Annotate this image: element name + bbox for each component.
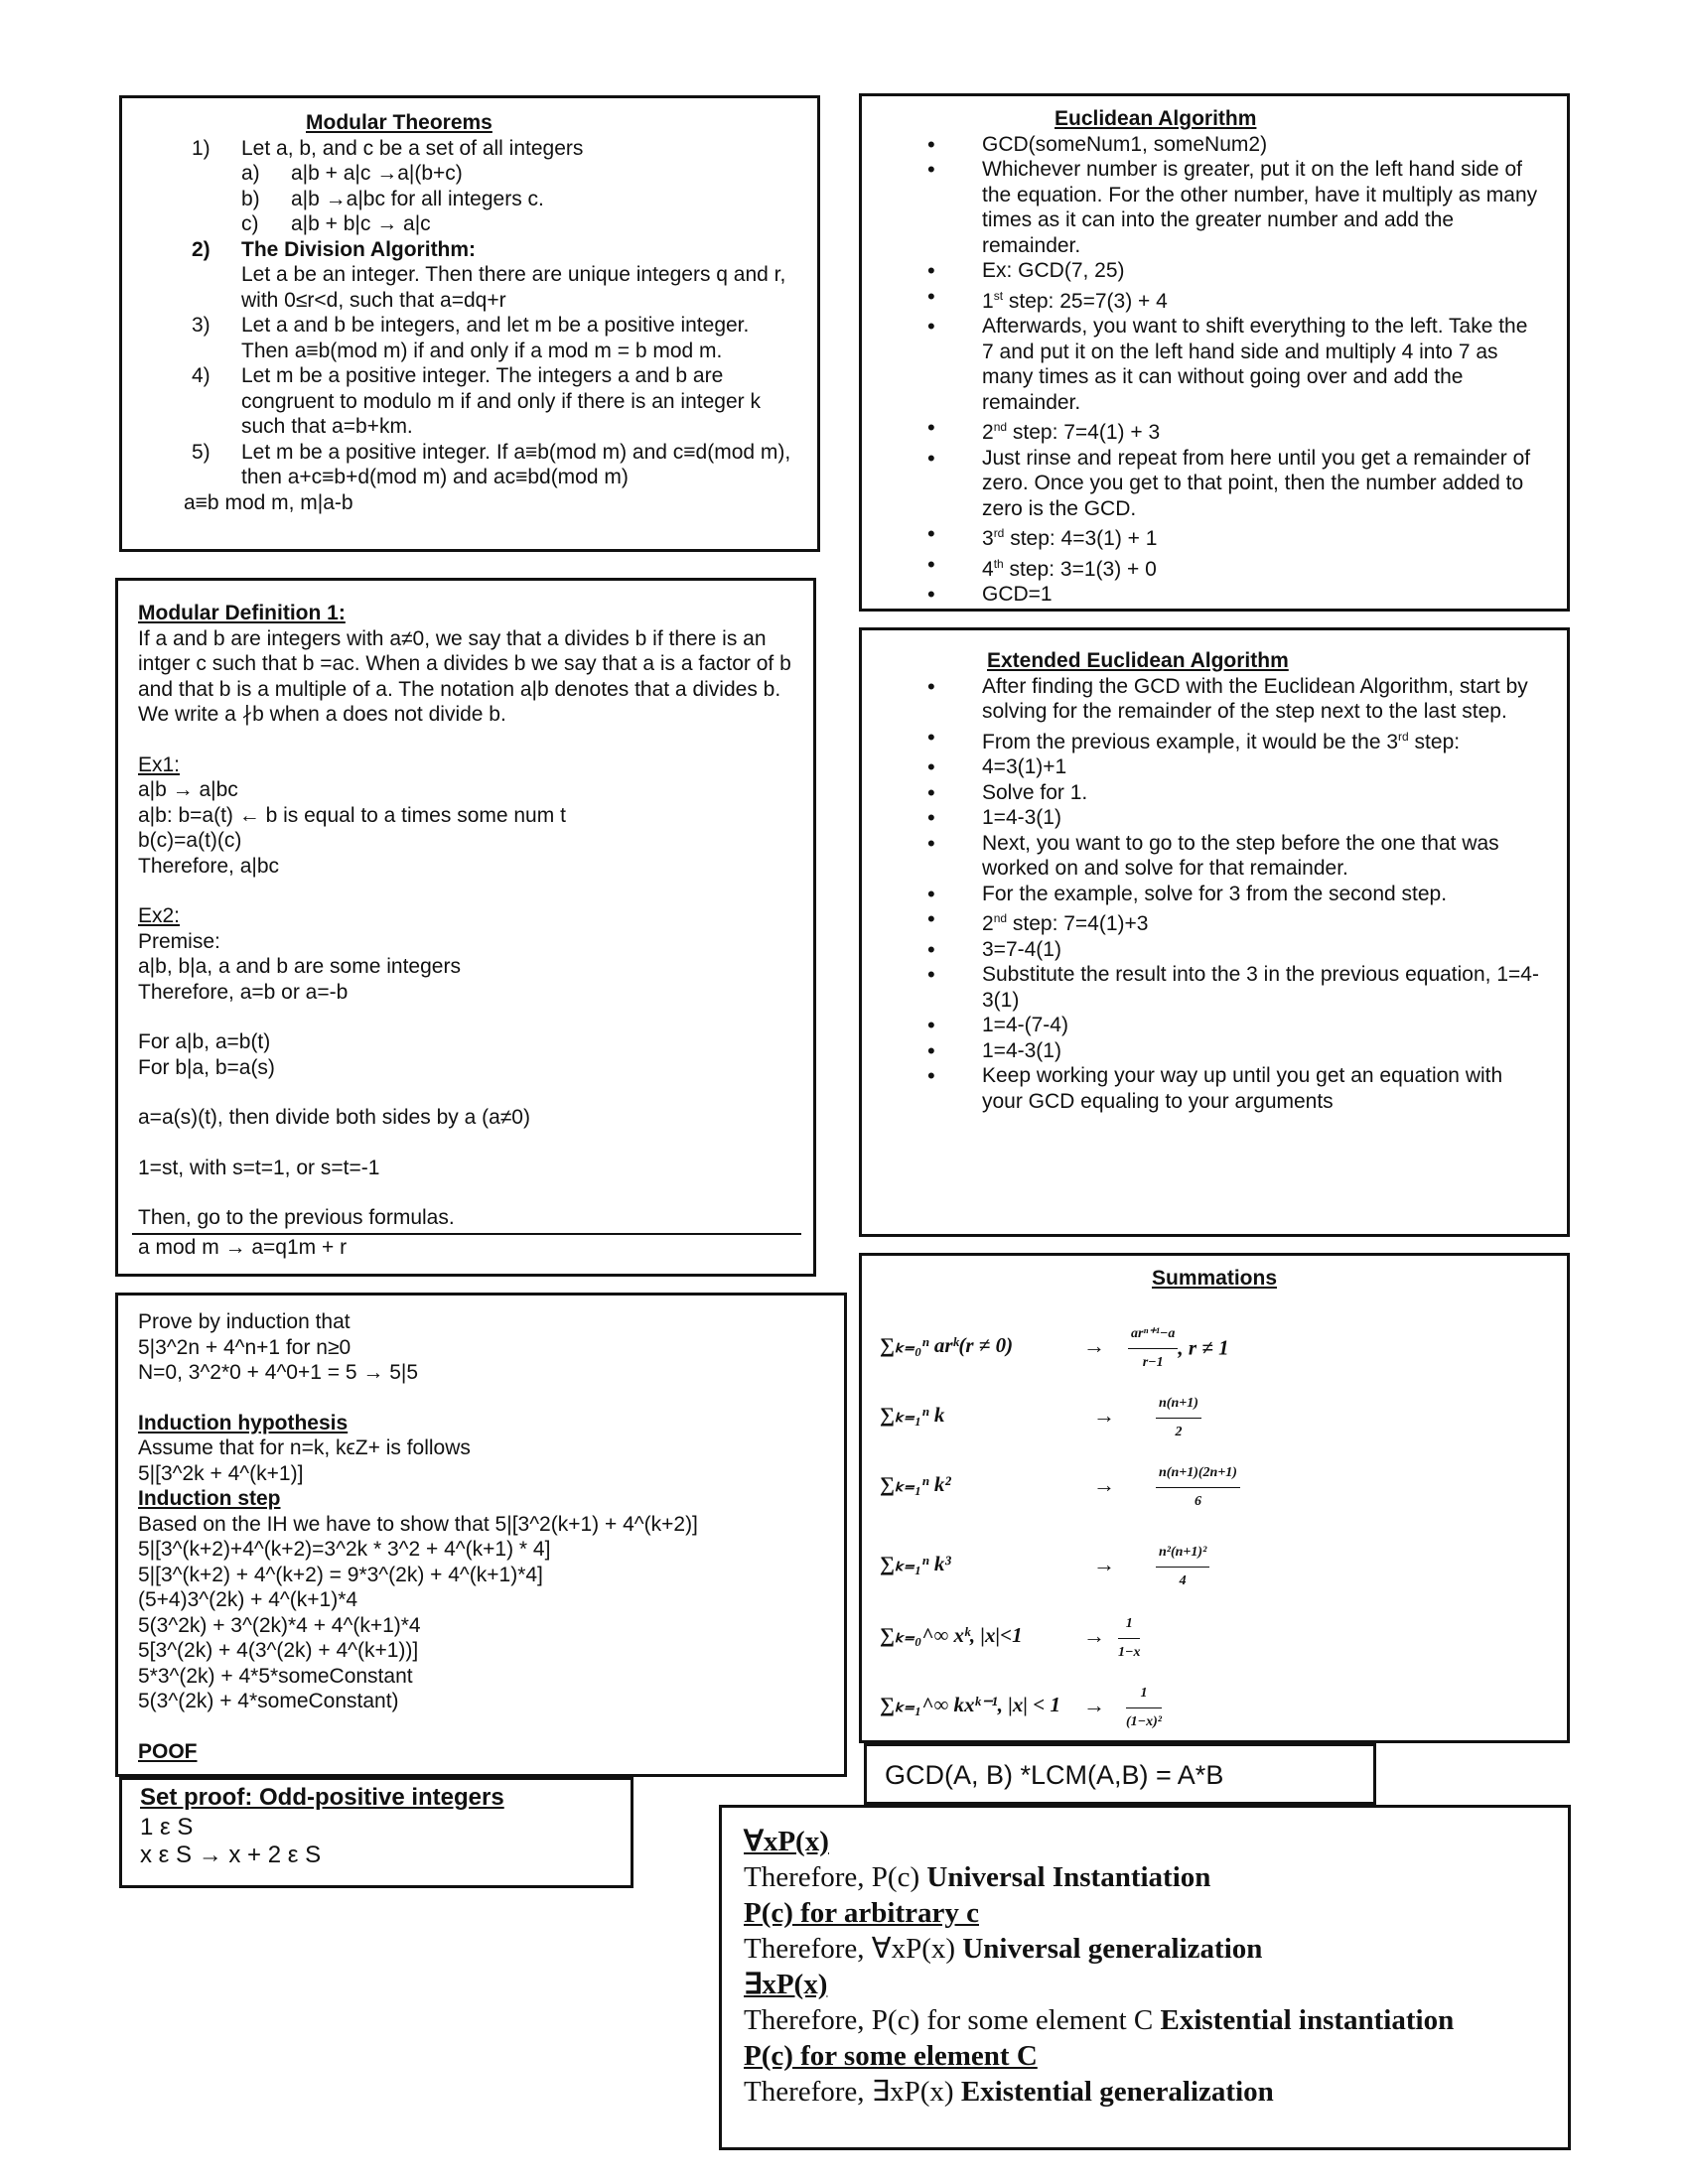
modular-theorems-box [119,95,820,552]
extended-euclidean-box [859,627,1570,1237]
extended-step: • 3=7-4(1) [862,937,1543,963]
conclusion: Therefore, ∃xP(x) Existential generalization [744,2076,1274,2108]
euclidean-algorithm-box [859,93,1570,612]
summation-row [880,1609,1535,1669]
division-algorithm-heading: The Division Algorithm: [241,237,477,261]
rule-name: Existential generalization [960,2076,1274,2108]
premise: ∃xP(x) [744,1969,828,2000]
conclusion: Therefore, ∀xP(x) Universal generalization [744,1933,1263,1965]
rule-name: Universal Instantiation [926,1861,1211,1893]
ex1-line: b(c)=a(t)(c) [138,829,242,852]
summation-expression: ∑ₖ₌₁ⁿ k³ [880,1552,951,1575]
euclidean-step: • Just rinse and repeat from here until you get a remainder of zero. Once you get to that point, then the number added to zero is the GCD. [862,446,1543,522]
theorem-3: 3) Let a and b be integers, and let m be a positive integer. Then a≡b(mod m) if and only if a mod m = b mod m. [192,314,750,362]
theorem-1-subitems [241,161,797,237]
mod-formula: a mod m → a=q1m + r [138,1235,348,1259]
arrow-icon: → [1093,1403,1115,1428]
theorem-5: 5) Let m be a positive integer. If a≡b(mod m) and c≡d(mod m), then a+c≡b+d(mod m) and ac≡bd(mod m) [192,440,791,488]
summations-title: Summations [1151,1267,1278,1290]
premise: P(c) for some element C [744,2040,1038,2072]
summation-row [880,1389,1535,1448]
ex2-line: Therefore, a=b or a=-b [138,980,349,1004]
fraction [1126,1681,1162,1734]
set-proof-title: Set proof: Odd-positive integers [140,1784,504,1811]
extended-step: • Substitute the result into the 3 in the previous equation, 1=4-3(1) [862,962,1543,1013]
extended-step: • For the example, solve for 3 from the second step. [862,882,1543,907]
fraction-denominator: 6 [1194,1493,1201,1509]
theorem-1a: a) a|b + a|c →a|(b+c) [241,162,463,185]
extended-step: • 2nd step: 7=4(1)+3 [862,906,1543,937]
set-proof-line: 1 ε S [140,1814,194,1841]
inference-rules-list [744,1824,1568,2110]
extended-step: • 1=4-(7-4) [862,1013,1543,1038]
induction-hyp-line: 5|[3^2k + 4^(k+1)] [138,1461,304,1485]
summation-expression: ∑ₖ₌₁ⁿ k² [880,1472,951,1496]
euclidean-step: • GCD=1 [862,582,1543,608]
summation-row [880,1458,1535,1518]
fraction-denominator: 2 [1175,1424,1183,1439]
summation-expression: ∑ₖ₌₁^∞ kxᵏ⁻¹, |x| < 1 [880,1693,1060,1716]
arrow-icon: → [1083,1333,1105,1358]
fraction [1156,1540,1209,1593]
summation-result [1118,1611,1140,1665]
induction-step-line: 5|[3^(k+2) + 4^(k+2) = 9*3^(2k) + 4^(k+1)*4] [138,1563,543,1586]
induction-step-line: 5(3^(2k) + 4*someConstant) [138,1690,399,1712]
set-proof-line: x ε S → x + 2 ε S [140,1842,322,1868]
modular-definition-box [115,578,816,1277]
fraction-denominator: 4 [1179,1572,1187,1588]
rule-name: Universal generalization [962,1933,1263,1965]
extended-step: • From the previous example, it would be the 3rd step: [862,725,1543,755]
induction-hyp-line: Assume that for n=k, kϵZ+ is follows [138,1436,471,1459]
induction-intro-line: N=0, 3^2*0 + 4^0+1 = 5 → 5|5 [138,1361,419,1384]
euclidean-step: • Afterwards, you want to shift everything to the left. Take the 7 and put it on the left hand side and multiply 4 into 7 as many times as it can without going over and add the remainder. [862,314,1543,415]
theorem-1b: b) a|b →a|bc for all integers c. [241,187,544,210]
extended-step: • 1=4-3(1) [862,1038,1543,1064]
premise: P(c) for arbitrary c [744,1897,979,1929]
theorem-1: 1) Let a, b, and c be a set of all integers a) a|b + a|c →a|(b+c) b) a|b →a|bc for all integers c. c) a|b + b|c → a|c [192,136,797,237]
summation-row [880,1319,1535,1379]
summation-expression: ∑ₖ₌₀ⁿ arᵏ(r ≠ 0) [880,1333,1014,1357]
theorem-1c: c) a|b + b|c → a|c [241,212,431,235]
gcd-lcm-identity: GCD(A, B) *LCM(A,B) = A*B [885,1760,1224,1790]
arrow-icon: → [1083,1623,1105,1648]
summation-result [1156,1391,1201,1444]
fraction-numerator: n(n+1)(2n+1) [1156,1460,1240,1488]
induction-intro-line: Prove by induction that [138,1310,351,1333]
induction-step-line: 5*3^(2k) + 4*5*someConstant [138,1664,413,1688]
fraction-numerator: 1 [1118,1611,1140,1639]
euclidean-step: • GCD(someNum1, someNum2) [862,132,1543,158]
euclidean-steps-list [862,132,1543,608]
modular-definition-title: Modular Definition 1: [138,602,346,624]
modular-theorems-list [192,136,797,490]
modular-theorems-title: Modular Theorems [306,111,492,134]
euclidean-step: • 4th step: 3=1(3) + 0 [862,552,1543,583]
extended-steps-list [862,674,1543,1115]
induction-step-line: (5+4)3^(2k) + 4^(k+1)*4 [138,1588,358,1611]
modular-definition-text: If a and b are integers with a≠0, we say that a divides b if there is an intger c such that b =ac. When a divides b we say that a is a factor of b and that b is a multiple of a. The notation a|b denotes that a divides b. We write a ∤b when a does not divide b. [138,626,791,726]
ex2-label: Ex2: [138,904,181,927]
extended-step: • Solve for 1. [862,780,1543,806]
ex1-line: Therefore, a|bc [138,854,280,878]
ex2-line: For a|b, a=b(t) [138,1030,271,1053]
fraction [1156,1460,1240,1514]
gcd-lcm-box [864,1743,1376,1805]
induction-proof-box [115,1293,847,1777]
fraction [1118,1611,1140,1665]
extended-step: • Keep working your way up until you get an equation with your GCD equaling to your arguments [862,1063,1543,1114]
poof-label: POOF [138,1739,198,1763]
arrow-icon: → [1093,1472,1115,1497]
summation-expression: ∑ₖ₌₁ⁿ k [880,1403,945,1427]
euclidean-step: • 2nd step: 7=4(1) + 3 [862,415,1543,446]
extended-euclidean-title: Extended Euclidean Algorithm [987,649,1289,672]
ex1-label: Ex1: [138,752,181,776]
inference-rules-box [719,1805,1571,2150]
induction-step-line: 5(3^2k) + 3^(2k)*4 + 4^(k+1)*4 [138,1613,421,1637]
induction-step-line: 5|[3^(k+2)+4^(k+2)=3^2k * 3^2 + 4^(k+1) * 4] [138,1538,551,1561]
extended-step: • 4=3(1)+1 [862,754,1543,780]
induction-step-line: 5[3^(2k) + 4(3^(2k) + 4^(k+1))] [138,1639,419,1662]
ex1-line: a|b → a|bc [138,778,238,801]
set-proof-box [119,1777,633,1888]
extended-step: • After finding the GCD with the Euclidean Algorithm, start by solving for the remainder of the step next to the last step. [862,674,1543,725]
theorem-2: 2) The Division Algorithm: Let a be an integer. Then there are unique integers q and r, with 0≤r<d, such that a=dq+r [192,237,797,314]
fraction [1156,1391,1201,1444]
ex1-line: a|b: b=a(t) ← b is equal to a times some num t [138,803,566,827]
fraction-denominator: 1−x [1118,1644,1141,1660]
induction-step-title: Induction step [138,1487,281,1510]
ex2-line: a=a(s)(t), then divide both sides by a (a≠0) [138,1106,530,1129]
fraction-numerator: n²(n+1)² [1156,1540,1209,1568]
arrow-icon: → [1083,1693,1105,1717]
summation-result [1128,1321,1229,1375]
summation-row [880,1538,1535,1597]
fraction-numerator: 1 [1126,1681,1162,1708]
induction-step-line: Based on the IH we have to show that 5|[3^2(k+1) + 4^(k+2)] [138,1512,698,1536]
euclidean-step: • Whichever number is greater, put it on the left hand side of the equation. For the other number, have it multiply as many times as it can into the greater number and add the remainder. [862,157,1543,258]
fraction-denominator: (1−x)² [1126,1713,1163,1729]
induction-intro-line: 5|3^2n + 4^n+1 for n≥0 [138,1335,352,1359]
summations-box [859,1253,1570,1743]
fraction-numerator: n(n+1) [1156,1391,1201,1419]
euclidean-step: • 3rd step: 4=3(1) + 1 [862,521,1543,552]
summation-expression: ∑ₖ₌₀^∞ xᵏ, |x|<1 [880,1623,1023,1647]
summation-condition: , r ≠ 1 [1178,1335,1229,1360]
induction-hypothesis-title: Induction hypothesis [138,1411,349,1434]
summation-result [1156,1460,1240,1514]
fraction-numerator: arⁿ⁺¹−a [1128,1321,1178,1349]
premise: ∀xP(x) [744,1826,829,1857]
summation-result [1126,1681,1162,1734]
extended-step: • Next, you want to go to the step before the one that was worked on and solve for that remainder. [862,831,1543,882]
arrow-icon: → [1093,1552,1115,1576]
ex2-line: 1=st, with s=t=1, or s=t=-1 [138,1156,380,1179]
euclidean-title: Euclidean Algorithm [1055,107,1257,130]
conclusion: Therefore, P(c) for some element C Existential instantiation [744,2004,1455,2036]
ex2-line: a|b, b|a, a and b are some integers [138,955,461,978]
ex2-line: For b|a, b=a(s) [138,1055,275,1079]
euclidean-step: • 1st step: 25=7(3) + 4 [862,284,1543,315]
summation-result [1156,1540,1209,1593]
theorem-4: 4) Let m be a positive integer. The integers a and b are congruent to modulo m if and only if there is an integer k such that a=b+km. [192,364,761,438]
ex2-line: Premise: [138,929,220,953]
rule-name: Existential instantiation [1160,2004,1455,2036]
ex2-line: Then, go to the previous formulas. [138,1206,455,1229]
euclidean-step: • Ex: GCD(7, 25) [862,258,1543,284]
extended-step: • 1=4-3(1) [862,805,1543,831]
congruence-footer: a≡b mod m, m|a-b [184,490,353,514]
fraction [1128,1321,1178,1375]
fraction-denominator: r−1 [1142,1354,1164,1370]
summation-row [880,1679,1535,1738]
conclusion: Therefore, P(c) Universal Instantiation [744,1861,1211,1893]
